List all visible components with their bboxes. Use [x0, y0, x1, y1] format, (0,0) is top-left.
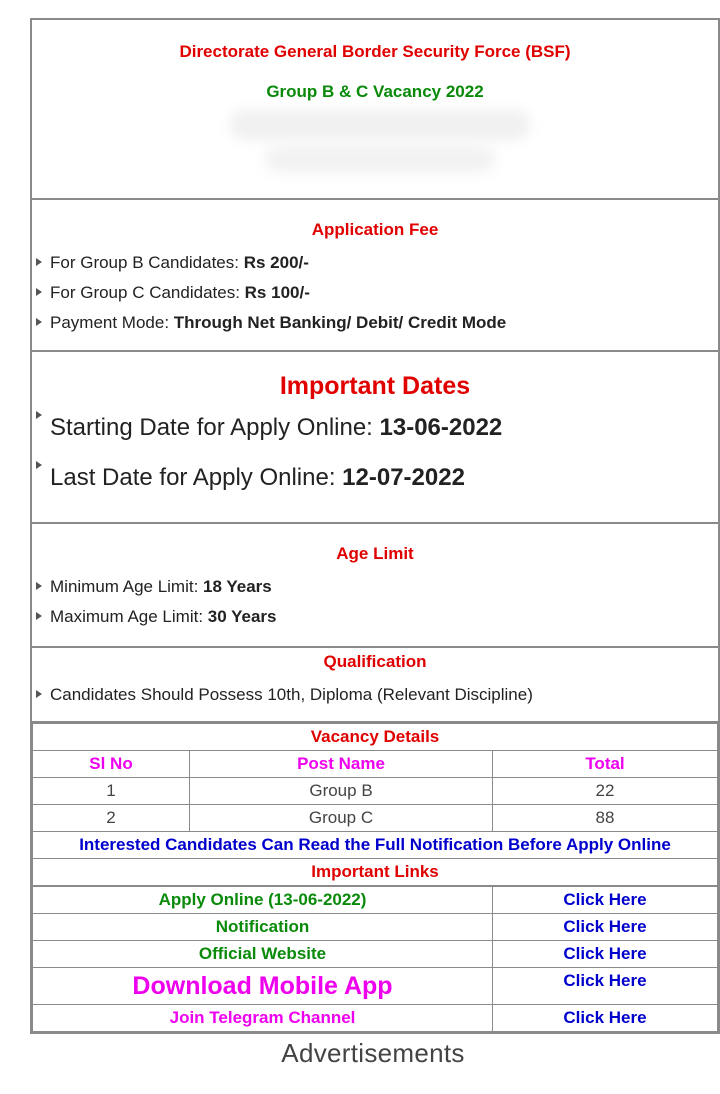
triangle-bullet-icon	[36, 288, 42, 296]
age-list	[32, 572, 718, 632]
link-row	[33, 887, 718, 914]
notification-link[interactable]: Click Here	[493, 914, 718, 941]
date-value: 13-06-2022	[379, 414, 503, 441]
link-label: Notification	[33, 914, 493, 941]
vacancy-title: Group B & C Vacancy 2022	[266, 82, 484, 101]
list-item	[36, 278, 718, 308]
list-item	[36, 602, 718, 632]
link-row	[33, 968, 718, 1005]
triangle-bullet-icon	[36, 690, 42, 698]
age-value: 30 Years	[207, 607, 277, 626]
table-row	[33, 778, 718, 805]
notice-table	[30, 18, 720, 1034]
fee-label: Payment Mode:	[50, 313, 174, 332]
qualification-heading: Qualification	[323, 652, 427, 671]
triangle-bullet-icon	[36, 461, 42, 469]
table-cell: Group B	[190, 778, 493, 805]
qualification-section	[31, 647, 719, 722]
table-cell: Group C	[190, 805, 493, 832]
header-section	[31, 19, 719, 199]
link-label: Download Mobile App	[33, 968, 493, 1005]
fee-heading: Application Fee	[311, 220, 439, 239]
column-header: Total	[493, 751, 718, 778]
dates-list	[32, 403, 718, 503]
apply-online-link[interactable]: Click Here	[493, 887, 718, 914]
column-header: Post Name	[190, 751, 493, 778]
links-heading: Important Links	[33, 859, 718, 886]
date-value: 12-07-2022	[342, 464, 465, 491]
qualification-list	[32, 680, 718, 710]
notice-container	[30, 18, 718, 1034]
triangle-bullet-icon	[36, 318, 42, 326]
list-item	[36, 248, 718, 278]
list-item	[36, 453, 718, 503]
age-heading: Age Limit	[336, 544, 414, 563]
fee-value: Rs 200/-	[243, 253, 309, 272]
links-table	[32, 886, 718, 1032]
triangle-bullet-icon	[36, 582, 42, 590]
triangle-bullet-icon	[36, 258, 42, 266]
age-label: Minimum Age Limit:	[50, 577, 204, 596]
fee-label: For Group C Candidates:	[50, 283, 245, 302]
list-item	[36, 572, 718, 602]
list-item	[36, 308, 718, 338]
link-row	[33, 914, 718, 941]
qualification-text: Candidates Should Possess 10th, Diploma (Relevant Discipline)	[50, 685, 533, 704]
column-header: Sl No	[33, 751, 190, 778]
vacancy-table	[32, 723, 718, 886]
fee-value: Rs 100/-	[244, 283, 310, 302]
dates-section	[31, 351, 719, 523]
link-label: Official Website	[33, 941, 493, 968]
telegram-link[interactable]: Click Here	[493, 1005, 718, 1032]
age-value: 18 Years	[203, 577, 272, 596]
triangle-bullet-icon	[36, 612, 42, 620]
link-label: Join Telegram Channel	[33, 1005, 493, 1032]
fee-list	[32, 248, 718, 338]
link-row	[33, 1005, 718, 1032]
download-app-link[interactable]: Click Here	[493, 968, 718, 1005]
table-cell: 2	[33, 805, 190, 832]
fee-section	[31, 199, 719, 351]
vacancy-heading: Vacancy Details	[33, 724, 718, 751]
triangle-bullet-icon	[36, 411, 42, 419]
list-item	[36, 680, 718, 710]
advertisements-label: Advertisements	[281, 1038, 465, 1068]
list-item	[36, 403, 718, 453]
table-cell: 1	[33, 778, 190, 805]
org-title: Directorate General Border Security Force (BSF)	[179, 42, 571, 61]
dates-heading: Important Dates	[279, 372, 471, 400]
table-row	[33, 805, 718, 832]
vacancy-section	[31, 722, 719, 1033]
table-header-row	[33, 751, 718, 778]
official-website-link[interactable]: Click Here	[493, 941, 718, 968]
fee-label: For Group B Candidates:	[50, 253, 244, 272]
link-label: Apply Online (13-06-2022)	[33, 887, 493, 914]
age-section	[31, 523, 719, 647]
link-row	[33, 941, 718, 968]
fee-value: Through Net Banking/ Debit/ Credit Mode	[173, 313, 507, 332]
table-cell: 88	[493, 805, 718, 832]
date-label: Starting Date for Apply Online:	[50, 414, 380, 441]
notice-note: Interested Candidates Can Read the Full Notification Before Apply Online	[33, 832, 718, 859]
table-cell: 22	[493, 778, 718, 805]
age-label: Maximum Age Limit:	[50, 607, 208, 626]
date-label: Last Date for Apply Online:	[50, 464, 343, 491]
